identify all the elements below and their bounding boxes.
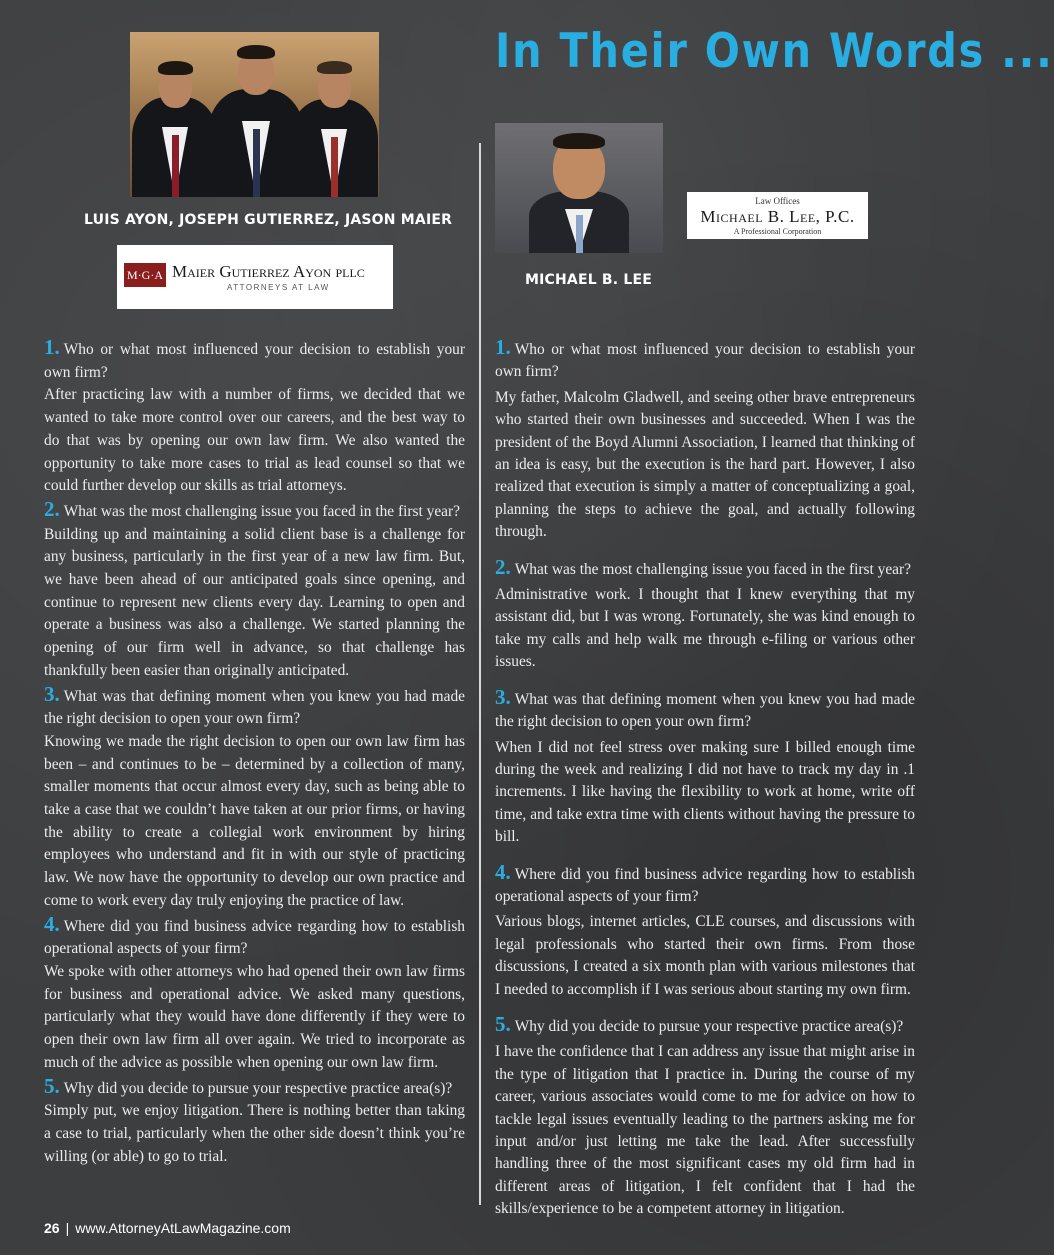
question: 3. What was that defining moment when you knew you had made the right decision to open your own firm? (495, 684, 915, 731)
lee-logo-line3: A Professional Corporation (733, 227, 822, 236)
question: 2. What was the most challenging issue you faced in the first year? (495, 554, 911, 579)
answer: My father, Malcolm Gladwell, and seeing other brave entrepreneurs who started their own businesses and succeeded. When I was the president of the Boyd Alumni Association, I learned that thinking of an idea is easy, but the execution is the hard part. However, I also realized that execution is simply a matter of conceptualizing a goal, planning the steps to achieve the goal, and actually following through. (495, 388, 915, 541)
question: 1. Who or what most influenced your decision to establish your own firm? (44, 335, 465, 381)
michael-lee-photo (495, 123, 663, 253)
question: 3. What was that defining moment when you knew you had made the right decision to open your own firm? (44, 681, 465, 728)
left-interview-column (44, 336, 465, 1168)
page-title: In Their Own Words ... (495, 24, 1054, 79)
answer: When I did not feel stress over making sure I billed enough time during the week and realizing I did not have to track my day in .1 increments. I like having the flexibility to work at home, write off time, and take extra time with clients without having the pressure to bill. (495, 738, 915, 846)
attorney-figure-left (132, 47, 218, 197)
answer: Building up and maintaining a solid client base is a challenge for any business, particularly in the first year of a new law firm. But, we have been ahead of our anticipated goals since opening, and continue to represent new clients every day. Learning to open and operate a business was also a challenge. We started planning the opening of our firm well in advance, so that challenge has thankfully been easier than originally anticipated. (44, 525, 465, 679)
attorney-figure-lee (529, 131, 629, 253)
answer: After practicing law with a number of firms, we decided that we wanted to take more control over our careers, and the best way to do that was by opening our own law firm. We also wanted the opportunity to take more cases to trial as lead counsel so that we could further develop our skills as trial attorneys. (44, 386, 465, 495)
lee-logo-firm-name: Michael B. Lee, P.C. (700, 207, 855, 226)
question: 5. Why did you decide to pursue your respective practice area(s)? (495, 1011, 904, 1036)
question: 1. Who or what most influenced your decision to establish your own firm? (495, 335, 915, 381)
mga-logo-firm-name: Maier Gutierrez Ayon pllc (172, 262, 365, 281)
question: 2. What was the most challenging issue you faced in the first year? (44, 496, 460, 521)
footer-separator: | (65, 1220, 70, 1236)
lee-firm-logo (687, 192, 868, 239)
attorneys-names-caption: LUIS AYON, JOSEPH GUTIERREZ, JASON MAIER (84, 212, 453, 228)
website-link[interactable]: www.AttorneyAtLawMagazine.com (75, 1220, 291, 1236)
answer: Simply put, we enjoy litigation. There is nothing better than taking a case to trial, particularly when the other side doesn’t think you’re willing (or able) to go to trial. (44, 1102, 465, 1165)
answer: We spoke with other attorneys who had opened their own law firms for business and operational advice. We asked many questions, particularly what they would have done differently if they were to open their own law firm all over again. We tried to incorporate as much of the advice as possible when opening our own law firm. (44, 962, 465, 1071)
page-footer (44, 1220, 291, 1236)
mga-logo-mark: M·G·A (124, 263, 166, 287)
question: 4. Where did you find business advice regarding how to establish operational aspects of your firm? (495, 859, 915, 905)
mga-firm-logo (117, 245, 393, 309)
attorney-figure-right (290, 49, 378, 197)
page-number: 26 (44, 1220, 60, 1236)
answer: Knowing we made the right decision to open our own law firm has been – and continues to be – determined by a collection of many, smaller moments that occur almost every day, such as being able to take a case that we couldn’t have taken at our prior firms, or having the ability to create a collegial work environment by hiring employees who understand and fit in with our style of practicing law. We now have the opportunity to develop our own practice and come to work every day truly enjoying the practice of law. (44, 732, 465, 909)
answer: I have the confidence that I can address any issue that might arise in the type of litigation that I practice in. During the course of my career, various associates would come to me for advice on how to tackle legal issues eventually leading to the partners asking me for input and/or just letting me take the lead. After successfully handling three of the most significant cases my old firm had in different areas of litigation, I felt confident that I had the skills/experience to be a competent attorney in litigation. (495, 1043, 915, 1218)
question: 4. Where did you find business advice regarding how to establish operational aspects of your firm? (44, 911, 465, 958)
answer: Administrative work. I thought that I knew everything that my assistant did, but I was wrong. Fortunately, she was kind enough to take my calls and help walk me through e-filing or various other issues. (495, 586, 915, 671)
column-divider (479, 143, 481, 1205)
mga-logo-tagline: ATTORNEYS AT LAW (227, 283, 330, 292)
question: 5. Why did you decide to pursue your respective practice area(s)? (44, 1073, 453, 1098)
answer: Various blogs, internet articles, CLE courses, and discussions with legal professionals who started their own firms. From those discussions, I created a six month plan with various milestones that I needed to accomplish if I was serious about starting my own firm. (495, 913, 915, 998)
attorneys-group-photo (130, 32, 379, 197)
lee-logo-line1: Law Offices (755, 196, 800, 206)
michael-lee-name-caption: MICHAEL B. LEE (525, 272, 653, 288)
right-interview-column (495, 336, 915, 1221)
